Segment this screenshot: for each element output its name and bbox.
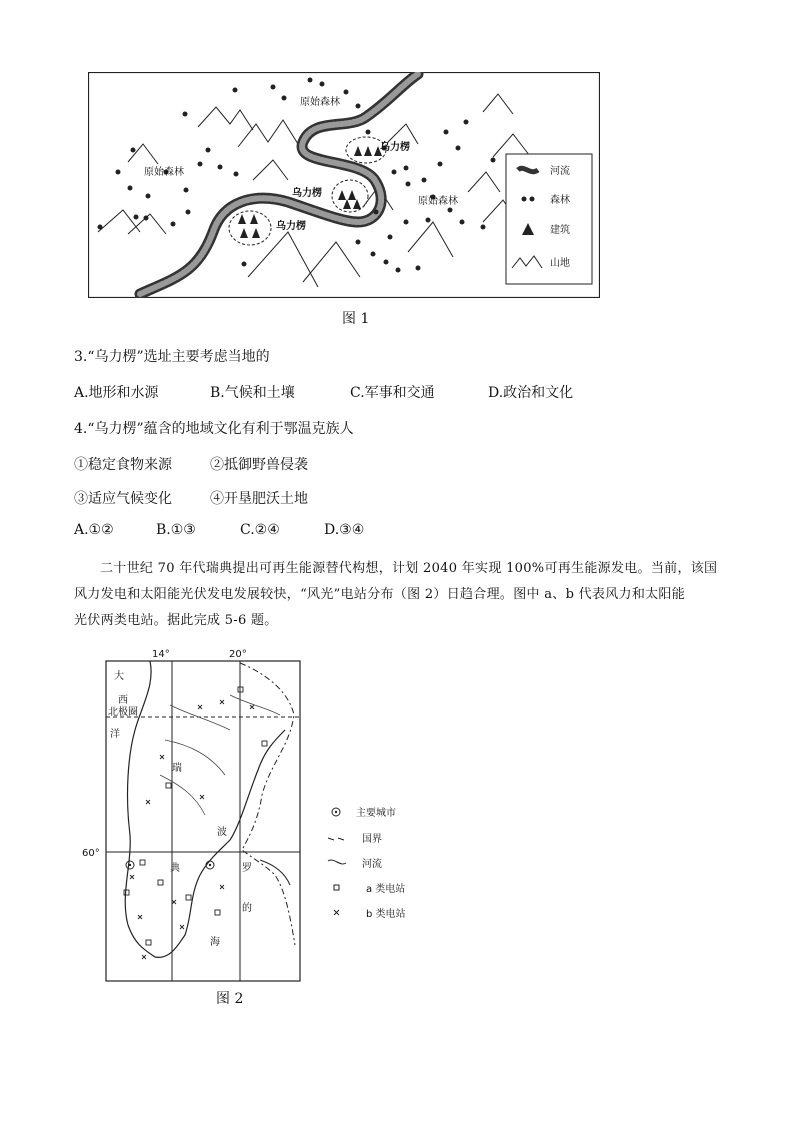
legend-river-2: 河流 xyxy=(362,859,382,870)
legend-forest: 森林 xyxy=(550,195,570,206)
q4-items-row1 xyxy=(74,454,734,474)
lon-14: 14° xyxy=(152,649,170,660)
baltic-char-4: 海 xyxy=(210,937,220,948)
legend-river: 河流 xyxy=(550,166,570,177)
q3-stem: 3.“乌力楞”选址主要考虑当地的 xyxy=(74,349,270,365)
legend-a-station: a 类电站 xyxy=(366,884,406,895)
legend-building: 建筑 xyxy=(550,225,570,236)
label-wuliling-bottom: 乌力楞 xyxy=(276,221,306,232)
figure1-map xyxy=(88,72,600,298)
sweden-char-1: 瑞 xyxy=(172,763,182,774)
q3-options xyxy=(74,382,734,402)
q4-item-3: ③适应气候变化 xyxy=(74,491,172,507)
q4-option-b[interactable]: B.①③ xyxy=(156,522,196,538)
figure2-caption: 图 2 xyxy=(216,991,244,1007)
legend-city: 主要城市 xyxy=(356,808,396,819)
q3-option-b[interactable]: B.气候和土壤 xyxy=(210,385,295,401)
label-forest-top: 原始森林 xyxy=(300,97,340,108)
q4-item-4: ④开垦肥沃土地 xyxy=(210,491,308,507)
atlantic-char-1: 大 xyxy=(114,671,124,682)
figure1-caption: 图 1 xyxy=(342,311,370,327)
paragraph-line-1: 二十世纪 70 年代瑞典提出可再生能源替代构想，计划 2040 年实现 100%可再生能源发电。当前，该国 xyxy=(100,561,718,576)
baltic-char-2: 罗 xyxy=(242,863,252,874)
figure1-legend xyxy=(506,154,592,284)
lat-60: 60° xyxy=(82,848,100,859)
intro-paragraph xyxy=(74,556,734,634)
figure2-legend xyxy=(328,806,406,920)
baltic-char-1: 波 xyxy=(217,827,227,838)
label-forest-right: 原始森林 xyxy=(418,196,458,207)
lon-20: 20° xyxy=(229,649,247,660)
q4-options xyxy=(74,522,734,542)
q4-item-2: ②抵御野兽侵袭 xyxy=(210,457,308,473)
q4-stem: 4.“乌力楞”蕴含的地域文化有利于鄂温克族人 xyxy=(74,421,354,437)
atlantic-char-2: 西 xyxy=(118,695,128,706)
arctic-circle-label: 北极圈 xyxy=(108,707,138,718)
label-wuliling-mid: 乌力楞 xyxy=(292,188,322,199)
atlantic-char-3: 洋 xyxy=(110,729,120,740)
q4-option-a[interactable]: A.①② xyxy=(74,522,114,538)
q4-item-1: ①稳定食物来源 xyxy=(74,457,172,473)
paragraph-line-2: 风力发电和太阳能光伏发电发展较快，“风光”电站分布（图 2）日趋合理。图中 a、b 代表风力和太阳能 xyxy=(74,587,686,602)
q4-items-row2 xyxy=(74,488,734,508)
legend-b-station: b 类电站 xyxy=(366,909,406,920)
q3-option-d[interactable]: D.政治和文化 xyxy=(488,385,574,401)
baltic-char-3: 的 xyxy=(242,903,252,914)
sweden-char-2: 典 xyxy=(170,863,180,874)
q3-option-a[interactable]: A.地形和水源 xyxy=(74,385,159,401)
legend-mountain: 山地 xyxy=(550,258,570,269)
figure2-map xyxy=(80,645,440,985)
q4-option-d[interactable]: D.③④ xyxy=(324,522,365,538)
legend-border: 国界 xyxy=(362,834,382,845)
paragraph-line-3: 光伏两类电站。据此完成 5-6 题。 xyxy=(74,613,278,628)
label-forest-left: 原始森林 xyxy=(144,167,184,178)
q3-option-c[interactable]: C.军事和交通 xyxy=(350,385,435,401)
label-wuliling-top: 乌力楞 xyxy=(380,142,410,153)
q4-option-c[interactable]: C.②④ xyxy=(240,522,280,538)
